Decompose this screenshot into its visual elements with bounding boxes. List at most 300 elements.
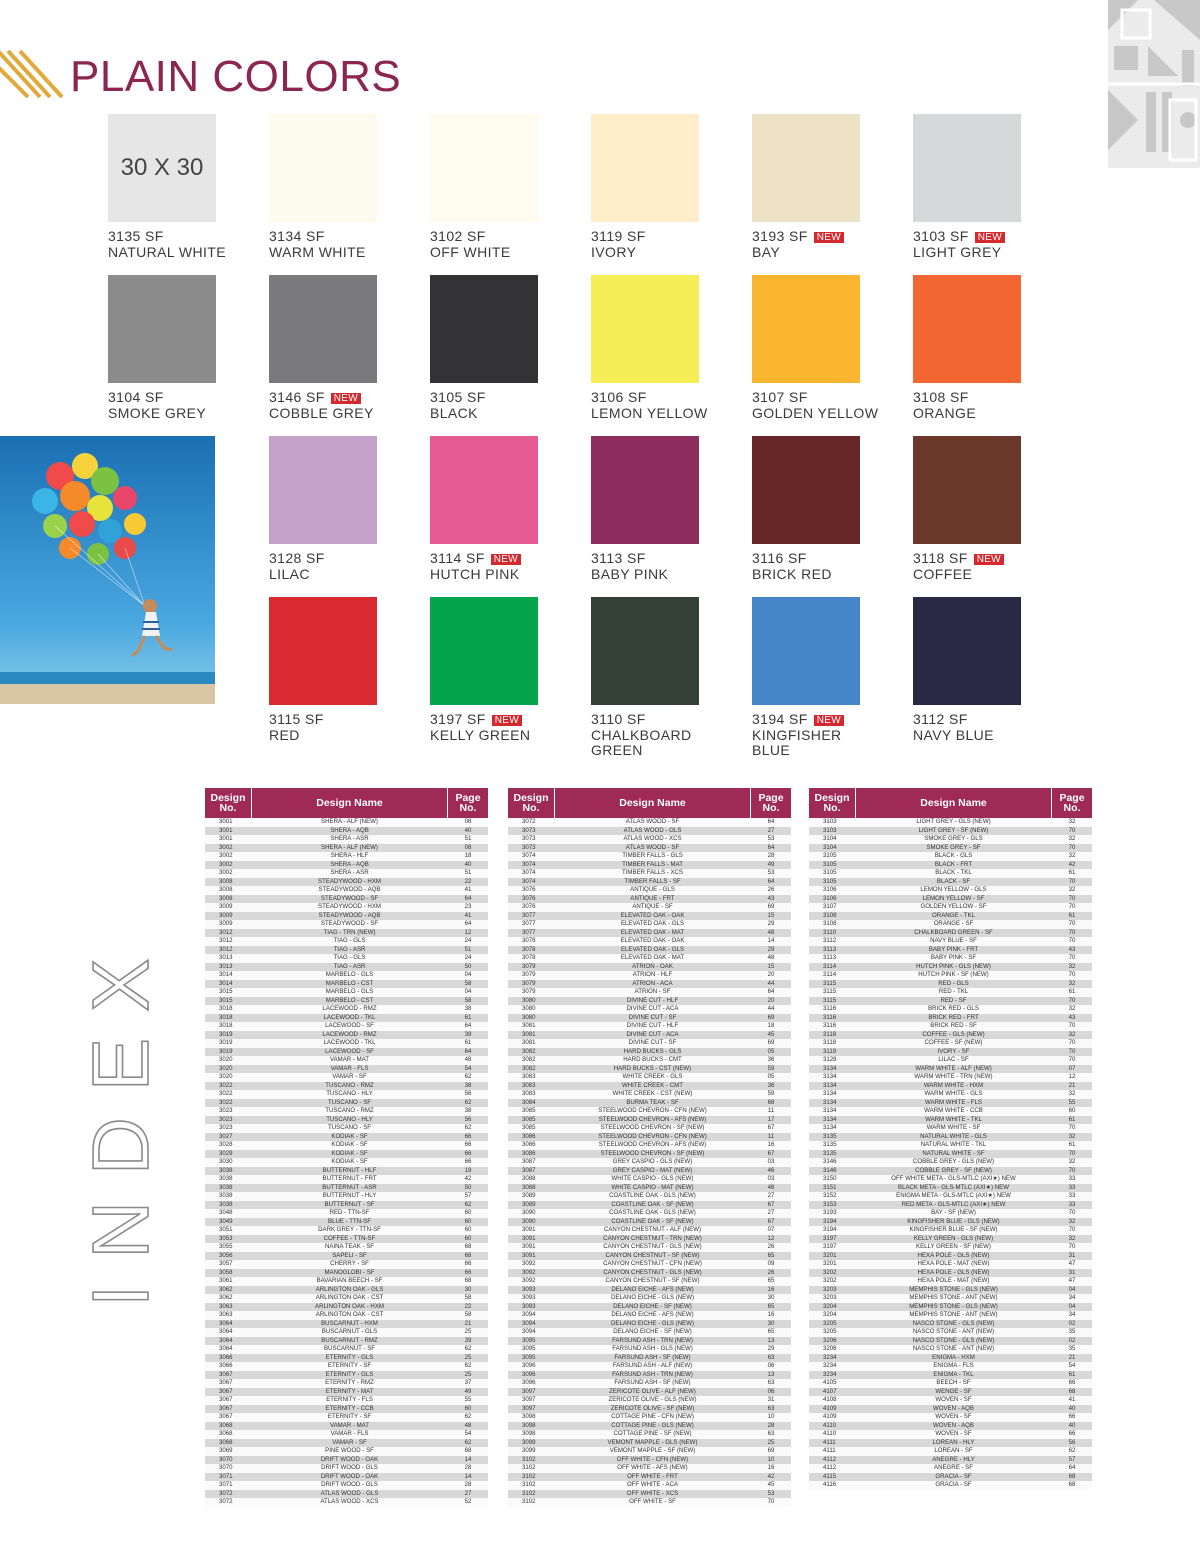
table-row	[205, 1430, 488, 1439]
table-row	[205, 1252, 488, 1261]
table-row	[205, 1294, 488, 1303]
table-row	[508, 980, 791, 989]
cell-design-no: 3066	[219, 1353, 233, 1361]
cell-page-no: 18	[464, 852, 472, 859]
table-row	[508, 1099, 791, 1108]
cell-page-no: 14	[464, 1472, 472, 1480]
cell-design-no: 3064	[219, 1336, 233, 1344]
cell-design-name: RED - TKL	[938, 988, 969, 995]
cell-design-name: ENIGMA - TKL	[933, 1370, 974, 1378]
swatch-name: COFFEE	[913, 565, 973, 582]
swatch-name: BRICK RED	[752, 565, 832, 582]
swatch-caption	[591, 551, 741, 582]
table-row	[809, 1022, 1092, 1031]
cell-page-no: 42	[767, 1472, 775, 1480]
cell-design-no: 3022	[219, 1081, 233, 1089]
table-row	[205, 818, 488, 827]
cell-design-name: MEMPHIS STONE - ANT (NEW)	[909, 1294, 998, 1301]
table-row	[809, 895, 1092, 904]
cell-design-name: DIVINE CUT - ACA	[626, 1005, 679, 1012]
cell-page-no: 11	[767, 1107, 775, 1114]
cell-design-name: KODIAK - SF	[331, 1149, 368, 1157]
swatch-caption	[108, 390, 258, 421]
table-row	[508, 1090, 791, 1099]
cell-design-name: PINE WOOD - SF	[325, 1447, 374, 1454]
cell-page-no: 62	[464, 1362, 472, 1369]
cell-page-no: 40	[1068, 1421, 1076, 1429]
cell-design-name: SAPELI - SF	[332, 1251, 367, 1259]
cell-design-no: 4107	[823, 1387, 837, 1395]
cell-page-no: 70	[1068, 971, 1076, 978]
table-row	[508, 1192, 791, 1201]
cell-design-no: 3104	[823, 843, 837, 851]
cell-design-name: FARSUND ASH - TRN (NEW)	[612, 1336, 693, 1344]
cell-design-name: BLACK - FRT	[934, 860, 973, 868]
cell-page-no: 36	[767, 1056, 775, 1063]
cell-design-name: HARD BUCKS - CST (NEW)	[613, 1064, 692, 1072]
cell-design-name: TUSCANO - HLY	[326, 1115, 373, 1123]
swatch-code	[913, 551, 1063, 567]
swatch-caption	[269, 551, 419, 582]
table-row	[508, 886, 791, 895]
cell-design-name: ZERICOTE OLIVE - ALF (NEW)	[609, 1387, 696, 1395]
cell-design-name: GREY CASPIO - GLS (NEW)	[612, 1158, 693, 1165]
swatch-caption	[430, 551, 580, 582]
cell-design-no: 3014	[219, 971, 233, 978]
cell-design-no: 3089	[522, 1200, 536, 1208]
col-design-name: Design Name	[554, 788, 751, 818]
cell-design-no: 3071	[219, 1481, 233, 1488]
cell-design-no: 3093	[522, 1285, 536, 1293]
cell-design-name: ATLAS WOOD - XCS	[623, 835, 682, 842]
cell-page-no: 28	[767, 852, 775, 859]
swatch-code-text: 3193 SF	[752, 228, 808, 244]
cell-page-no: 47	[1068, 1277, 1076, 1284]
cell-design-no: 4109	[823, 1404, 837, 1412]
cell-page-no: 68	[464, 1447, 472, 1454]
color-swatch	[913, 436, 1021, 544]
table-row	[508, 963, 791, 972]
cell-design-name: STEADYWOOD - SF	[320, 894, 379, 902]
cell-design-no: 3097	[522, 1396, 536, 1403]
table-row	[508, 1226, 791, 1235]
cell-page-no: 54	[464, 1064, 472, 1072]
table-row	[205, 886, 488, 895]
table-row	[809, 1107, 1092, 1116]
swatch-name: BABY PINK	[591, 565, 669, 582]
cell-page-no: 24	[464, 954, 472, 961]
table-row	[809, 1039, 1092, 1048]
cell-design-no: 3027	[219, 1132, 233, 1140]
swatch-caption	[913, 390, 1063, 421]
swatch-code-text: 3114 SF	[430, 550, 485, 566]
cell-design-no: 3077	[522, 928, 536, 936]
swatch-code-text: 3119 SF	[591, 228, 646, 244]
table-row	[205, 1481, 488, 1490]
cell-design-name: WARM WHITE - HXM	[923, 1081, 984, 1089]
cell-design-no: 3202	[823, 1277, 837, 1284]
table-row	[205, 1116, 488, 1125]
cell-design-name: OFF WHITE - XCS	[626, 1489, 679, 1497]
cell-design-no: 3038	[219, 1200, 233, 1208]
cell-page-no: 51	[464, 869, 472, 876]
cell-design-no: 3020	[219, 1073, 233, 1080]
cell-design-no: 3205	[823, 1328, 837, 1335]
cell-design-name: FARSUND ASH - SF (NEW)	[614, 1379, 691, 1386]
cell-design-name: DIVINE CUT - HLF	[626, 996, 679, 1004]
cell-design-no: 3110	[823, 928, 837, 936]
cell-page-no: 65	[767, 1302, 775, 1310]
cell-design-name: WARM WHITE - CCB	[924, 1107, 983, 1114]
cell-design-name: ANTIQUE - GLS	[630, 886, 675, 893]
cell-design-no: 3116	[823, 1013, 837, 1021]
cell-page-no: 63	[767, 1379, 775, 1386]
cell-page-no: 39	[464, 1030, 472, 1038]
cell-design-name: DELANO EICHE - GLS (NEW)	[611, 1319, 694, 1327]
table-row	[205, 827, 488, 836]
cell-design-name: LACEWOOD - TKL	[323, 1039, 376, 1046]
cell-design-name: TIAG - GLS	[333, 954, 366, 961]
cell-design-name: HEXA POLE - MAT (NEW)	[917, 1277, 990, 1284]
cell-design-name: ARLINGTON OAK - HXM	[315, 1302, 384, 1310]
table-row	[205, 1022, 488, 1031]
color-swatch	[913, 275, 1021, 383]
cell-design-name: STEELWOOD CHEVRON - CFN (NEW)	[598, 1107, 707, 1114]
cell-design-no: 3070	[219, 1464, 233, 1471]
table-row	[508, 1498, 791, 1507]
cell-design-name: WHITE CREEK - CMT	[622, 1081, 683, 1089]
cell-design-name: WHITE CREEK - GLS	[622, 1073, 683, 1080]
table-row	[809, 1192, 1092, 1201]
cell-page-no: 44	[767, 1005, 775, 1012]
cell-page-no: 16	[767, 1285, 775, 1293]
cell-design-no: 3097	[522, 1404, 536, 1412]
cell-design-no: 3081	[522, 1030, 536, 1038]
swatch-name: OFF WHITE	[430, 243, 511, 260]
cell-design-name: SHERA - ASR	[330, 869, 369, 876]
cell-page-no: 60	[464, 1217, 472, 1225]
cell-design-no: 3080	[522, 1005, 536, 1012]
cell-design-no: 3108	[823, 920, 837, 927]
cell-design-no: 3077	[522, 920, 536, 927]
cell-page-no: 41	[464, 911, 472, 919]
swatch-name: LEMON YELLOW	[591, 404, 708, 421]
cell-page-no: 07	[1068, 1064, 1076, 1072]
table-row	[205, 1056, 488, 1065]
cell-design-name: COASTLINE OAK - SF (NEW)	[611, 1217, 694, 1225]
cell-design-name: WHITE CASPIO - MAT (NEW)	[611, 1183, 694, 1191]
cell-design-no: 3150	[823, 1175, 837, 1182]
table-row	[809, 1396, 1092, 1405]
cell-design-name: SHERA - ALF (NEW)	[321, 818, 378, 825]
cell-design-name: MARBELO - GLS	[325, 971, 374, 978]
cell-design-name: ETERNITY - MAT	[325, 1387, 374, 1395]
cell-design-name: LACEWOOD - RMZ	[322, 1030, 377, 1038]
cell-design-no: 3023	[219, 1115, 233, 1123]
cell-design-name: DIVINE CUT - SF	[628, 1039, 677, 1046]
color-swatch	[430, 597, 538, 705]
cell-page-no: 38	[464, 1107, 472, 1114]
cell-design-name: BUTTERNUT - HLF	[322, 1166, 377, 1174]
cell-page-no: 61	[1068, 1115, 1076, 1123]
cell-page-no: 25	[464, 1353, 472, 1361]
cell-design-no: 3063	[219, 1311, 233, 1318]
cell-design-no: 3113	[823, 954, 837, 961]
cell-design-no: 3023	[219, 1107, 233, 1114]
cell-design-name: FARSUND ASH - SF (NEW)	[614, 1353, 691, 1361]
cell-design-no: 3009	[219, 903, 233, 910]
cell-design-no: 3013	[219, 954, 233, 961]
cell-design-no: 3113	[823, 945, 837, 953]
table-row	[508, 1167, 791, 1176]
new-badge: NEW	[814, 232, 844, 243]
swatch-code-text: 3108 SF	[913, 389, 969, 405]
table-row	[205, 1167, 488, 1176]
cell-design-name: ELEVATED OAK - MAT	[620, 928, 685, 936]
table-row	[205, 1354, 488, 1363]
cell-design-name: OFF WHITE - AFS (NEW)	[617, 1464, 688, 1471]
cell-design-name: COTTAGE PINE - GLS (NEW)	[611, 1421, 694, 1429]
cell-design-no: 3019	[219, 1039, 233, 1046]
cell-design-no: 3012	[219, 928, 233, 936]
cell-page-no: 17	[767, 1115, 775, 1123]
cell-page-no: 32	[1068, 1030, 1076, 1038]
table-row	[205, 946, 488, 955]
table-row	[508, 946, 791, 955]
swatch-code	[269, 390, 419, 406]
cell-page-no: 32	[1068, 886, 1076, 893]
cell-design-no: 3038	[219, 1192, 233, 1199]
table-row	[508, 1124, 791, 1133]
table-row	[205, 1320, 488, 1329]
cell-design-name: BUTTERNUT - FRT	[322, 1175, 377, 1182]
cell-design-name: ATRION - ACA	[632, 979, 673, 987]
cell-design-name: DELANO EICHE - SF (NEW)	[613, 1328, 692, 1335]
table-row	[205, 1311, 488, 1320]
table-row	[809, 1014, 1092, 1023]
cell-design-no: 3098	[522, 1430, 536, 1437]
cell-design-no: 3008	[219, 894, 233, 902]
cell-page-no: 62	[464, 1124, 472, 1131]
cell-page-no: 21	[1068, 1081, 1076, 1089]
color-swatch	[752, 436, 860, 544]
cell-design-no: 3029	[219, 1149, 233, 1157]
cell-design-name: BRICK RED - GLS	[928, 1005, 979, 1012]
cell-design-name: NASCO STONE - GLS (NEW)	[912, 1319, 995, 1327]
table-row	[809, 1099, 1092, 1108]
table-row	[809, 827, 1092, 836]
cell-design-no: 3203	[823, 1294, 837, 1301]
table-row	[809, 1286, 1092, 1295]
cell-design-name: VAMAR - SF	[332, 1073, 367, 1080]
cell-design-name: LEMON YELLOW - SF	[922, 894, 985, 902]
cell-page-no: 66	[464, 1268, 472, 1276]
cell-page-no: 62	[464, 1073, 472, 1080]
index-table-3	[809, 788, 1092, 1490]
cell-page-no: 14	[767, 937, 775, 944]
cell-design-name: CANYON CHESTNUT - TRN (NEW)	[603, 1234, 702, 1242]
cell-page-no: 15	[767, 911, 775, 919]
cell-design-no: 3053	[219, 1234, 233, 1242]
cell-design-name: ELEVATED OAK - MAT	[620, 954, 685, 961]
cell-design-no: 3205	[823, 1319, 837, 1327]
table-row	[205, 1107, 488, 1116]
cell-design-no: 3079	[522, 962, 536, 970]
cell-design-name: BUTTERNUT - HLY	[322, 1192, 377, 1199]
index-table-header	[809, 788, 1092, 818]
cell-page-no: 29	[767, 1345, 775, 1352]
color-swatch	[108, 114, 216, 222]
cell-design-no: 4108	[823, 1396, 837, 1403]
table-row	[508, 1362, 791, 1371]
cell-page-no: 66	[464, 1149, 472, 1157]
cell-design-no: 3197	[823, 1243, 837, 1250]
cell-page-no: 62	[464, 1200, 472, 1208]
cell-design-no: 3108	[823, 911, 837, 919]
cell-design-no: 3078	[522, 945, 536, 953]
table-row	[205, 1150, 488, 1159]
cell-design-no: 3012	[219, 937, 233, 944]
cell-design-no: 4110	[823, 1421, 837, 1429]
table-row	[205, 1039, 488, 1048]
cell-design-name: COFFEE - GLS (NEW)	[922, 1030, 985, 1038]
cell-page-no: 32	[1068, 852, 1076, 859]
cell-page-no: 04	[464, 988, 472, 995]
cell-page-no: 36	[767, 1081, 775, 1089]
cell-page-no: 64	[464, 894, 472, 902]
table-row	[205, 1413, 488, 1422]
cell-design-no: 3193	[823, 1209, 837, 1216]
cell-design-name: BLUE - TTN-SF	[328, 1217, 371, 1225]
cell-design-no: 3152	[823, 1192, 837, 1199]
table-row	[508, 1133, 791, 1142]
cell-design-no: 3079	[522, 971, 536, 978]
cell-design-no: 3098	[522, 1421, 536, 1429]
table-row	[508, 1405, 791, 1414]
table-row	[205, 1286, 488, 1295]
cell-design-no: 3067	[219, 1379, 233, 1386]
table-row	[508, 1371, 791, 1380]
table-row	[205, 835, 488, 844]
cell-design-name: WHITE CASPIO - GLS (NEW)	[611, 1175, 694, 1182]
cell-design-name: ORANGE - SF	[933, 920, 974, 927]
table-row	[508, 1107, 791, 1116]
table-row	[809, 1218, 1092, 1227]
color-swatch	[269, 597, 377, 705]
swatch-name: NATURAL WHITE	[108, 243, 226, 260]
cell-design-no: 3061	[219, 1277, 233, 1284]
table-row	[508, 954, 791, 963]
table-row	[508, 1286, 791, 1295]
cell-design-no: 3018	[219, 1022, 233, 1029]
page-title: PLAIN COLORS	[70, 52, 402, 101]
cell-page-no: 33	[1068, 1192, 1076, 1199]
table-row	[205, 1405, 488, 1414]
cell-design-name: GRACIA - SF	[935, 1472, 972, 1480]
cell-design-name: ELEVATED OAK - GLS	[620, 920, 685, 927]
swatch-code-text: 3112 SF	[913, 711, 968, 727]
cell-design-no: 4111	[823, 1438, 836, 1446]
table-row	[809, 1277, 1092, 1286]
cell-design-name: TUSCANO - HLY	[326, 1090, 373, 1097]
cell-design-name: WOVEN - AQB	[933, 1404, 974, 1412]
cell-page-no: 46	[767, 1183, 775, 1191]
cell-page-no: 64	[464, 920, 472, 927]
new-badge: NEW	[331, 393, 361, 404]
cell-page-no: 16	[767, 1464, 775, 1471]
table-row	[809, 903, 1092, 912]
cell-page-no: 13	[767, 1336, 775, 1344]
cell-design-no: 3116	[823, 1005, 837, 1012]
cell-page-no: 24	[464, 937, 472, 944]
cell-design-name: NATURAL WHITE - SF	[922, 1149, 985, 1157]
cell-page-no: 60	[464, 1234, 472, 1242]
cell-design-name: LACEWOOD - SF	[325, 1022, 374, 1029]
cell-design-no: 3070	[219, 1455, 233, 1463]
cell-design-name: ATLAS WOOD - GLS	[623, 826, 682, 834]
cell-design-no: 3093	[522, 1302, 536, 1310]
table-row	[809, 1073, 1092, 1082]
table-row	[508, 1031, 791, 1040]
cell-design-name: BRICK RED - FRT	[928, 1013, 979, 1021]
table-row	[809, 844, 1092, 853]
table-row	[508, 1430, 791, 1439]
index-vertical-text: INDEX	[76, 932, 165, 1307]
table-row	[809, 861, 1092, 870]
cell-design-no: 3102	[522, 1455, 536, 1463]
swatch-code	[108, 229, 258, 245]
cell-design-no: 3086	[522, 1132, 536, 1140]
swatch-code-text: 3105 SF	[430, 389, 486, 405]
table-row	[205, 861, 488, 870]
cell-design-no: 3088	[522, 1175, 536, 1182]
cell-design-name: BAVARIAN BEECH - SF	[316, 1277, 383, 1284]
cell-design-no: 3068	[219, 1421, 233, 1429]
new-badge: NEW	[492, 715, 522, 726]
cell-design-name: DIVINE CUT - SF	[628, 1013, 677, 1021]
cell-design-no: 3095	[522, 1336, 536, 1344]
cell-design-no: 3049	[219, 1217, 233, 1225]
table-row	[809, 1371, 1092, 1380]
table-row	[205, 1158, 488, 1167]
cell-design-name: ETERNITY - CCB	[325, 1404, 374, 1412]
cell-design-no: 3146	[823, 1166, 837, 1174]
cell-page-no: 41	[1068, 1396, 1076, 1403]
swatch-name: HUTCH PINK	[430, 565, 520, 582]
cell-page-no: 61	[1068, 1141, 1076, 1148]
cell-design-no: 3038	[219, 1175, 233, 1182]
cell-design-name: ATRION - SF	[634, 988, 671, 995]
table-row	[508, 1260, 791, 1269]
cell-design-name: BUSCARNUT - SF	[323, 1345, 375, 1352]
cell-page-no: 64	[464, 1047, 472, 1055]
swatch-code-text: 3197 SF	[430, 711, 486, 727]
swatch-code-text: 3135 SF	[108, 228, 164, 244]
cell-page-no: 26	[767, 886, 775, 893]
cell-page-no: 08	[464, 818, 472, 825]
cell-design-name: MARBELO - CST	[325, 979, 374, 987]
cell-design-name: MANOGLOBI - SF	[324, 1268, 375, 1276]
cell-page-no: 63	[767, 1353, 775, 1361]
cell-design-name: OFF WHITE - SF	[629, 1498, 676, 1505]
cell-page-no: 70	[1068, 1124, 1076, 1131]
cell-page-no: 29	[767, 920, 775, 927]
table-row	[508, 1447, 791, 1456]
swatch-name: NAVY BLUE	[913, 726, 994, 743]
cell-design-no: 3038	[219, 1166, 233, 1174]
cell-page-no: 34	[1068, 1311, 1076, 1318]
cell-page-no: 58	[464, 979, 472, 987]
